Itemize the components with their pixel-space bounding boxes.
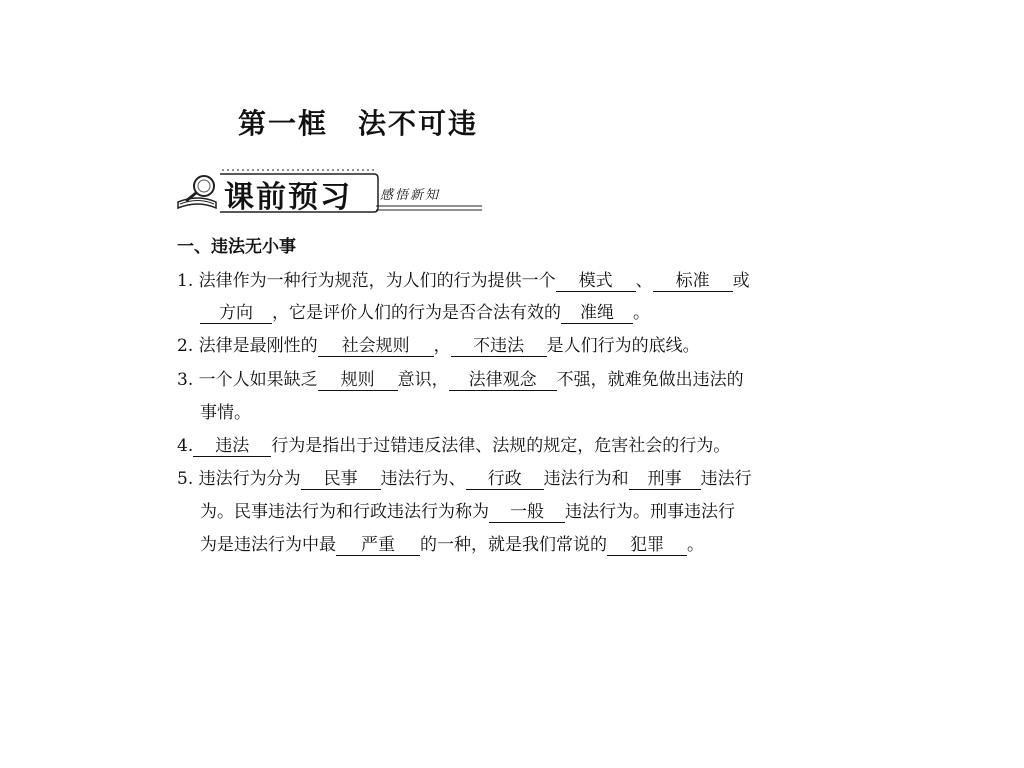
banner-sub: 感悟新知 (380, 188, 441, 203)
blank-answer: 方向 (200, 303, 272, 324)
blank-answer: 模式 (556, 271, 636, 292)
item-5-line-3: 为是违法行为中最 严重 的一种，就是我们常说的 犯罪 。 (200, 535, 704, 555)
blank-answer: 违法 (193, 436, 271, 457)
item-1-line-2: 方向 ，它是评价人们的行为是否合法有效的 准绳 。 (200, 298, 650, 324)
page-title: 第一框 法不可违 (238, 107, 479, 140)
blank-answer: 准绳 (561, 303, 633, 324)
blank-answer: 犯罪 (607, 535, 687, 556)
blank-answer: 一般 (489, 502, 565, 523)
blank-answer: 社会规则 (318, 336, 434, 357)
item-5-line-1: 5. 违法行为分为 民事 违法行为、 行政 违法行为和 刑事 违法行 (177, 469, 752, 489)
item-5-line-2: 为。民事违法行为和行政违法行为称为 一般 违法行为。刑事违法行 (200, 502, 735, 522)
preview-banner (176, 168, 486, 218)
item-2: 2. 法律是最刚性的 社会规则 ， 不违法 是人们行为的底线。 (177, 336, 700, 356)
item-3-line-2: 事情。 (200, 403, 251, 423)
banner-label: 课前预习 (224, 180, 352, 215)
item-1-line-1: 1. 法律作为一种行为规范，为人们的行为提供一个 模式 、 标准 或 (177, 271, 750, 291)
blank-answer: 规则 (318, 370, 398, 391)
section-heading: 一、违法无小事 (177, 237, 296, 257)
blank-answer: 民事 (301, 469, 381, 490)
blank-answer: 不违法 (451, 336, 547, 357)
item-3-line-1: 3. 一个人如果缺乏 规则 意识， 法律观念 不强，就难免做出违法的 (177, 370, 744, 390)
blank-answer: 刑事 (629, 469, 701, 490)
blank-answer: 严重 (336, 535, 420, 556)
item-4: 4. 违法 行为是指出于过错违反法律、法规的规定，危害社会的行为。 (177, 436, 731, 456)
blank-answer: 标准 (653, 271, 733, 292)
blank-answer: 行政 (466, 469, 544, 490)
blank-answer: 法律观念 (449, 370, 557, 391)
